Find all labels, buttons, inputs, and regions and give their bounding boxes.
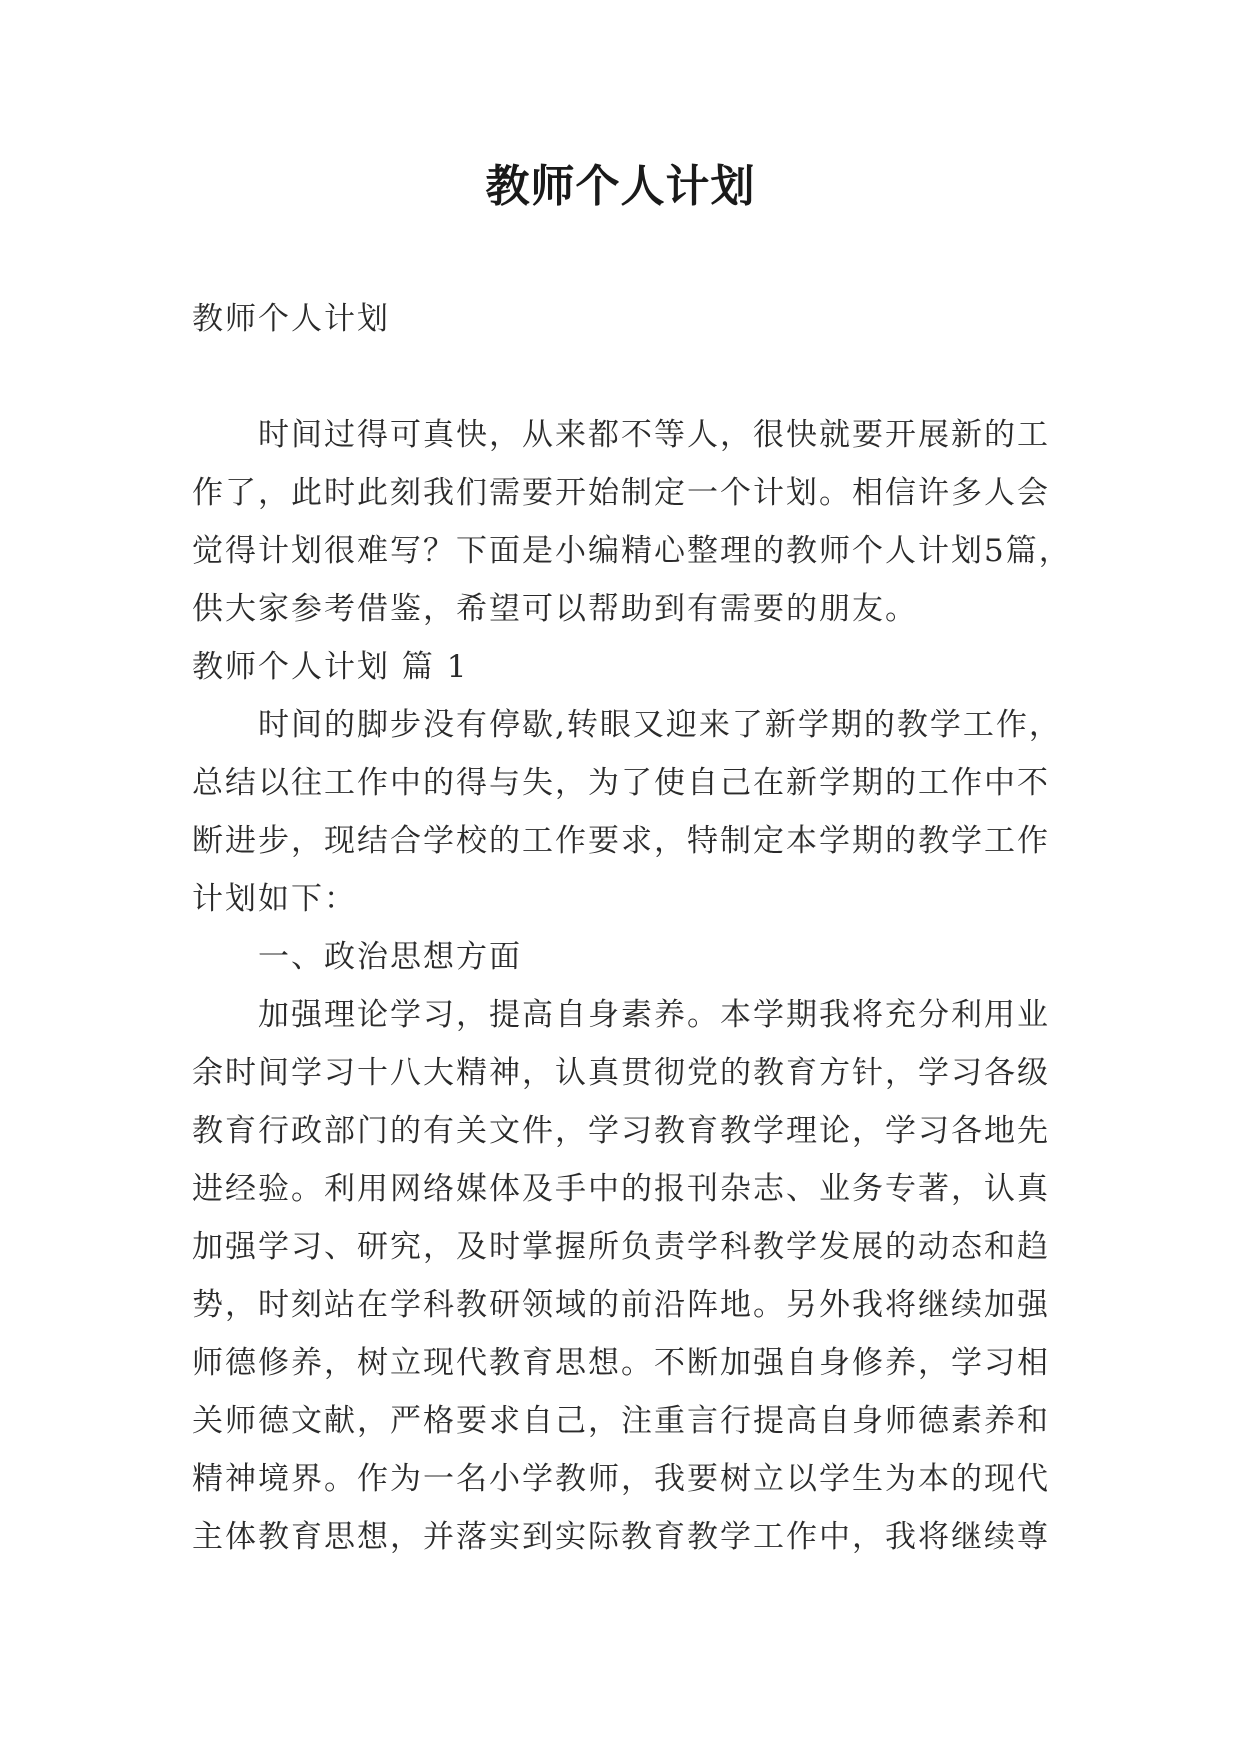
- document-subtitle: 教师个人计划: [192, 301, 390, 337]
- paragraph-1: [192, 696, 1062, 928]
- paragraph-line: 余时间学习十八大精神，认真贯彻党的教育方针，学习各级: [192, 1055, 1050, 1091]
- paragraph-line: 师德修养，树立现代教育思想。不断加强自身修养，学习相: [192, 1345, 1050, 1381]
- paragraph-line: 时间的脚步没有停歇,转眼又迎来了新学期的教学工作，: [258, 707, 1062, 743]
- document-title: 教师个人计划: [485, 161, 756, 212]
- paragraph-line: 计划如下：: [192, 881, 357, 917]
- paragraph-2: [192, 986, 1052, 1566]
- intro-paragraph: [192, 406, 1072, 638]
- paragraph-line: 供大家参考借鉴，希望可以帮助到有需要的朋友。: [192, 591, 918, 627]
- paragraph-line: 断进步，现结合学校的工作要求，特制定本学期的教学工作: [192, 823, 1050, 859]
- blank-line: [192, 348, 1052, 406]
- paragraph-line: 作了，此时此刻我们需要开始制定一个计划。相信许多人会: [192, 475, 1050, 511]
- paragraph-line: 进经验。利用网络媒体及手中的报刊杂志、业务专著，认真: [192, 1171, 1050, 1207]
- section-heading: 教师个人计划 篇 1: [192, 649, 469, 685]
- paragraph-line: 主体教育思想，并落实到实际教育教学工作中，我将继续尊: [192, 1519, 1050, 1555]
- paragraph-line: 时间过得可真快，从来都不等人，很快就要开展新的工: [258, 417, 1050, 453]
- paragraph-line: 关师德文献，严格要求自己，注重言行提高自身师德素养和: [192, 1403, 1050, 1439]
- paragraph-line: 精神境界。作为一名小学教师，我要树立以学生为本的现代: [192, 1461, 1050, 1497]
- paragraph-line: 加强理论学习，提高自身素养。本学期我将充分利用业: [258, 997, 1050, 1033]
- document-body: [192, 290, 1072, 1566]
- paragraph-line: 总结以往工作中的得与失，为了使自己在新学期的工作中不: [192, 765, 1050, 801]
- paragraph-line: 势，时刻站在学科教研领域的前沿阵地。另外我将继续加强: [192, 1287, 1050, 1323]
- paragraph-line: 觉得计划很难写？下面是小编精心整理的教师个人计划5篇，: [192, 533, 1072, 569]
- subheading: 一、政治思想方面: [258, 939, 522, 975]
- paragraph-line: 教育行政部门的有关文件，学习教育教学理论，学习各地先: [192, 1113, 1050, 1149]
- paragraph-line: 加强学习、研究，及时掌握所负责学科教学发展的动态和趋: [192, 1229, 1050, 1265]
